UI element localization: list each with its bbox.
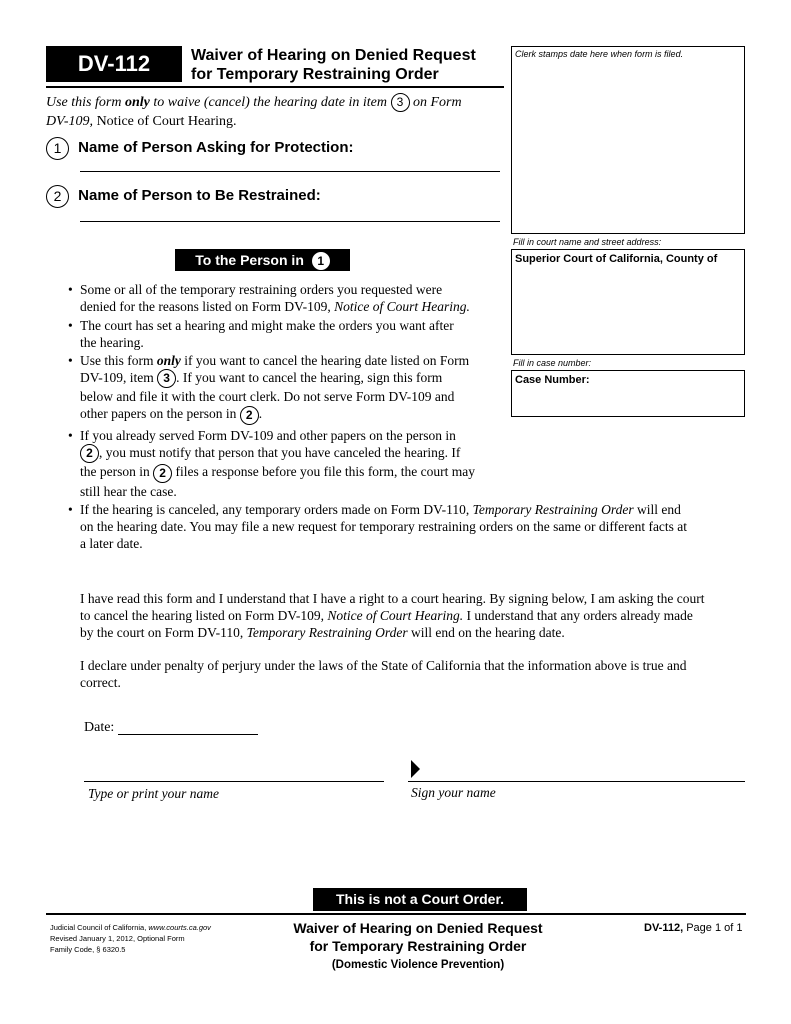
footer-rule xyxy=(46,913,746,915)
footer-title: Waiver of Hearing on Denied Request for Temporary Restraining Order (Domestic Violence Prevention) xyxy=(293,920,543,971)
case-box-caption: Fill in case number: xyxy=(513,358,592,368)
form-id: DV-112 xyxy=(77,51,151,76)
court-box-caption: Fill in court name and street address: xyxy=(513,237,662,247)
court-name-box[interactable] xyxy=(511,249,745,355)
date-field[interactable] xyxy=(118,734,258,735)
item-1-label: Name of Person Asking for Protection: xyxy=(78,139,354,157)
signature-caption: Sign your name xyxy=(411,785,496,800)
court-name-label: Superior Court of California, County of xyxy=(515,253,718,265)
protected-person-name-field[interactable] xyxy=(80,171,500,172)
page-number: DV-112, Page 1 of 1 xyxy=(644,922,743,934)
acknowledgment-statement: I have read this form and I understand that I have a right to a court hearing. By signing below, I am asking the court to cancel the hearing listed on Form DV-109, Notice of Court Hearing. I understand that any orders already made by the court on Form DV-110, Temporary Restraining Order will end on the hearing date. xyxy=(80,591,705,640)
intro-text: Use this form only to waive (cancel) the hearing date in item 3 on Form DV-109, Notice of Court Hearing. xyxy=(46,95,462,130)
printed-name-caption: Type or print your name xyxy=(88,786,219,801)
to-person-banner: To the Person in 1 xyxy=(175,249,350,271)
bullet-1: • Some or all of the temporary restraining orders you requested were denied for the reasons listed on Form DV-109, Notice of Court Hearing. xyxy=(80,281,508,315)
signature-arrow-icon xyxy=(411,760,420,778)
restrained-person-name-field[interactable] xyxy=(80,221,500,222)
item-ref-3: 3 xyxy=(391,93,410,112)
bullet-3: • Use this form only if you want to cancel the hearing date listed on Form DV-109, item 3 . If you want to cancel the hearing, sign this form below and file it with the court clerk. Do not serve Form DV-109 and other papers on the person in 2 . xyxy=(80,352,508,425)
signature-field[interactable] xyxy=(408,781,745,782)
not-court-order-banner: This is not a Court Order. xyxy=(313,888,527,911)
clerk-stamp-box xyxy=(511,46,745,234)
header-rule xyxy=(46,86,504,88)
form-id-badge xyxy=(46,46,182,82)
perjury-declaration: I declare under penalty of perjury under the laws of the State of California that the information above is true and correct. xyxy=(80,658,687,690)
case-number-box[interactable] xyxy=(511,370,745,417)
item-number-2: 2 xyxy=(46,185,69,208)
bullet-2: • The court has set a hearing and might make the orders you want after the hearing. xyxy=(80,317,508,351)
footer-left: Judicial Council of California, www.courts.ca.gov Revised January 1, 2012, Optional Form Family Code, § 6320.5 xyxy=(50,923,211,954)
bullet-4: • If you already served Form DV-109 and other papers on the person in 2 , you must notify that person that you have canceled the hearing. If the person in 2 files a response before you file this form, the court may still hear the case. xyxy=(80,427,508,500)
form-title: Waiver of Hearing on Denied Request for Temporary Restraining Order xyxy=(191,47,476,83)
printed-name-field[interactable] xyxy=(84,781,384,782)
clerk-stamp-label: Clerk stamps date here when form is filed. xyxy=(515,49,684,59)
item-ref-2: 2 xyxy=(80,444,99,463)
item-ref-3: 3 xyxy=(157,369,176,388)
item-1 xyxy=(46,137,354,160)
item-2 xyxy=(46,185,321,208)
item-ref-2: 2 xyxy=(240,406,259,425)
item-2-label: Name of Person to Be Restrained: xyxy=(78,187,321,205)
date-label: Date: xyxy=(84,720,115,735)
item-ref-2: 2 xyxy=(153,464,172,483)
banner-ref-1: 1 xyxy=(312,252,330,270)
case-number-label: Case Number: xyxy=(515,374,590,386)
item-number-1: 1 xyxy=(46,137,69,160)
bullet-5: • If the hearing is canceled, any temporary orders made on Form DV-110, Temporary Restraining Order will end on the hearing date. You may file a new request for temporary restraining orders on the same or different facts at a later date. xyxy=(80,501,740,552)
